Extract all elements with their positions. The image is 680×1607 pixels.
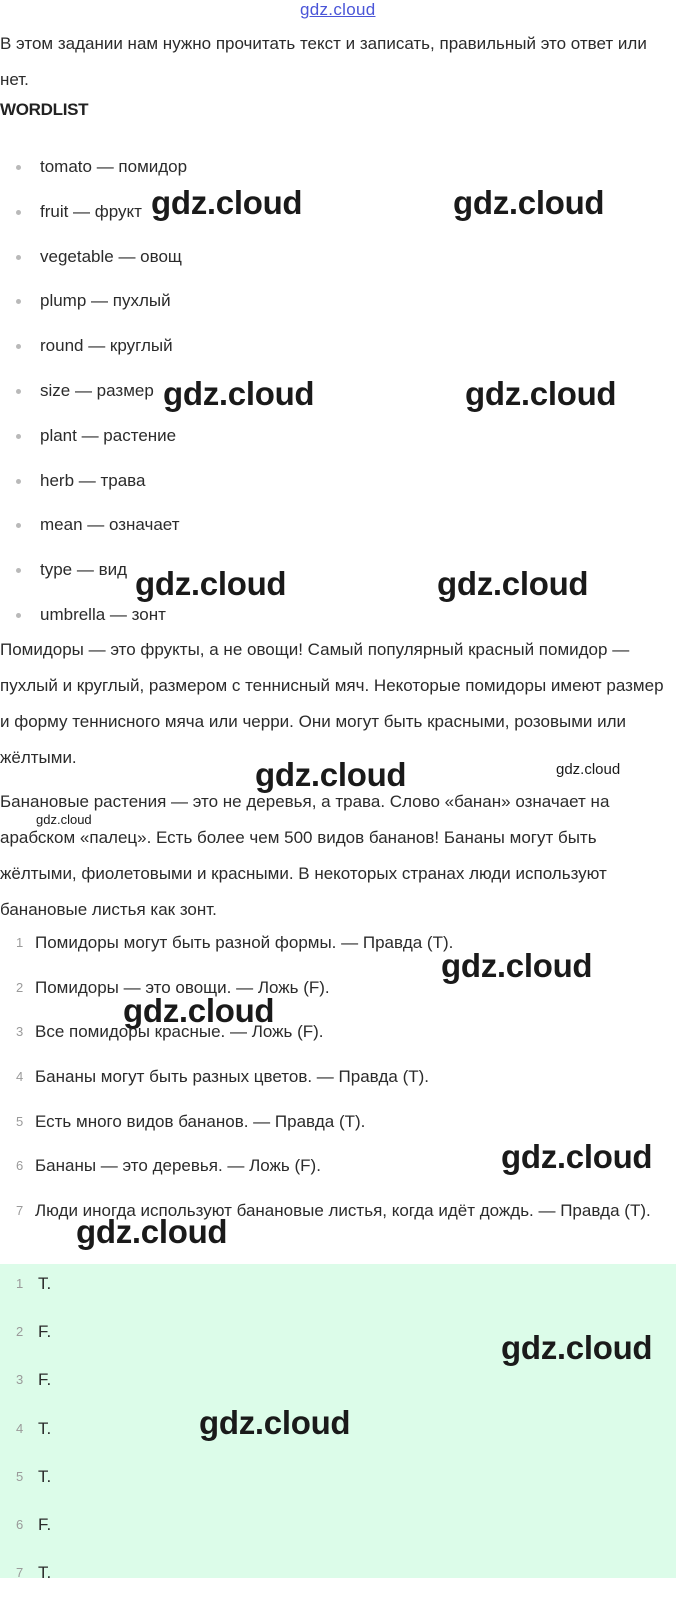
watermark: gdz.cloud (255, 756, 407, 793)
answer-item (0, 1559, 676, 1607)
statement-text: Помидоры могут быть разной формы. — Правда (T). (35, 933, 454, 952)
wordlist-item: plump — пухлый (0, 279, 680, 324)
wordlist-item: plant — растение (0, 414, 680, 459)
statement-item (0, 1013, 680, 1058)
watermark: gdz.cloud (437, 565, 589, 602)
bullet-icon (16, 389, 21, 394)
answer-number: 5 (16, 1468, 24, 1484)
wordlist-item: tomato — помидор (0, 145, 680, 190)
watermark: gdz.cloud (36, 812, 92, 827)
answer-item (0, 1270, 676, 1318)
watermark: gdz.cloud (441, 947, 593, 984)
bullet-icon (16, 568, 21, 573)
statement-number: 1 (16, 935, 24, 950)
answer-item (0, 1463, 676, 1511)
answer-text: F. (38, 1370, 52, 1390)
watermark: gdz.cloud (76, 1213, 228, 1250)
statement-number: 4 (16, 1069, 24, 1085)
wordlist-item: type — вид (0, 548, 680, 593)
wordlist-item: fruit — фрукт (0, 190, 680, 235)
watermark: gdz.cloud (151, 184, 303, 221)
watermark: gdz.cloud (135, 565, 287, 602)
answer-text: T. (38, 1563, 52, 1583)
answer-number: 7 (16, 1565, 24, 1581)
bullet-icon (16, 344, 21, 349)
wordlist-item: herb — трава (0, 459, 680, 504)
statement-text: Люди иногда используют банановые листья, когда идёт дождь. — Правда (T). (35, 1201, 651, 1221)
reading-paragraph-tomatoes: Помидоры — это фрукты, а не овощи! Самый популярный красный помидор — пухлый и круглый, размером с теннисный мяч. Некоторые помидоры имеют размер и форму теннисного мяча или черри. Они могут быть красными, розовыми или жёлтыми. (0, 640, 664, 767)
bullet-icon (16, 434, 21, 439)
wordlist-item: umbrella — зонт (0, 593, 680, 638)
statement-text: Помидоры — это овощи. — Ложь (F). (35, 977, 330, 997)
statement-number: 5 (16, 1113, 24, 1129)
statement-number: 6 (16, 1158, 24, 1174)
bullet-icon (16, 165, 21, 170)
wordlist-heading: WORDLIST (0, 100, 89, 119)
answer-text: F. (38, 1322, 52, 1342)
answer-text: F. (38, 1514, 52, 1534)
wordlist-item: mean — означает (0, 503, 680, 548)
answer-text: T. (38, 1274, 52, 1293)
watermark: gdz.cloud (501, 1329, 653, 1366)
wordlist-item: vegetable — овощ (0, 235, 680, 280)
bullet-icon (16, 523, 21, 528)
statement-text: Есть много видов бананов. — Правда (T). (35, 1111, 366, 1131)
watermark: gdz.cloud (465, 375, 617, 412)
watermark: gdz.cloud (453, 184, 605, 221)
statement-text: Бананы — это деревья. — Ложь (F). (35, 1156, 321, 1176)
statement-text: Бананы могут быть разных цветов. — Правда (T). (35, 1067, 430, 1087)
intro-text: В этом задании нам нужно прочитать текст и записать, правильный это ответ или нет. (0, 34, 647, 89)
wordlist-item: round — круглый (0, 324, 680, 369)
answer-number: 1 (16, 1276, 24, 1291)
answer-text: T. (38, 1466, 52, 1486)
watermark: gdz.cloud (556, 761, 621, 778)
answer-number: 4 (16, 1420, 24, 1436)
watermark: gdz.cloud (163, 375, 315, 412)
bullet-icon (16, 210, 21, 215)
answer-number: 6 (16, 1516, 24, 1532)
statement-text: Все помидоры красные. — Ложь (F). (35, 1022, 324, 1042)
statement-item (0, 1058, 680, 1103)
watermark: gdz.cloud (123, 992, 275, 1029)
wordlist-item: size — размер (0, 369, 680, 414)
answer-number: 2 (16, 1324, 24, 1340)
statement-number: 3 (16, 1024, 24, 1040)
reading-paragraph-bananas: Банановые растения — это не деревья, а трава. Слово «банан» означает на арабском «палец». Есть более чем 500 видов бананов! Бананы могут быть жёлтыми, фиолетовыми и красными. В некоторых странах люди используют банановые листья как зонт. (0, 792, 610, 919)
bullet-icon (16, 255, 21, 260)
bullet-icon (16, 479, 21, 484)
site-link[interactable]: gdz.cloud (300, 0, 376, 19)
answer-text: T. (38, 1418, 52, 1438)
answer-item (0, 1511, 676, 1559)
answer-number: 3 (16, 1372, 24, 1388)
bullet-icon (16, 613, 21, 618)
statement-number: 2 (16, 979, 24, 995)
watermark: gdz.cloud (199, 1404, 351, 1441)
statement-number: 7 (16, 1203, 24, 1219)
bullet-icon (16, 299, 21, 304)
watermark: gdz.cloud (501, 1138, 653, 1175)
